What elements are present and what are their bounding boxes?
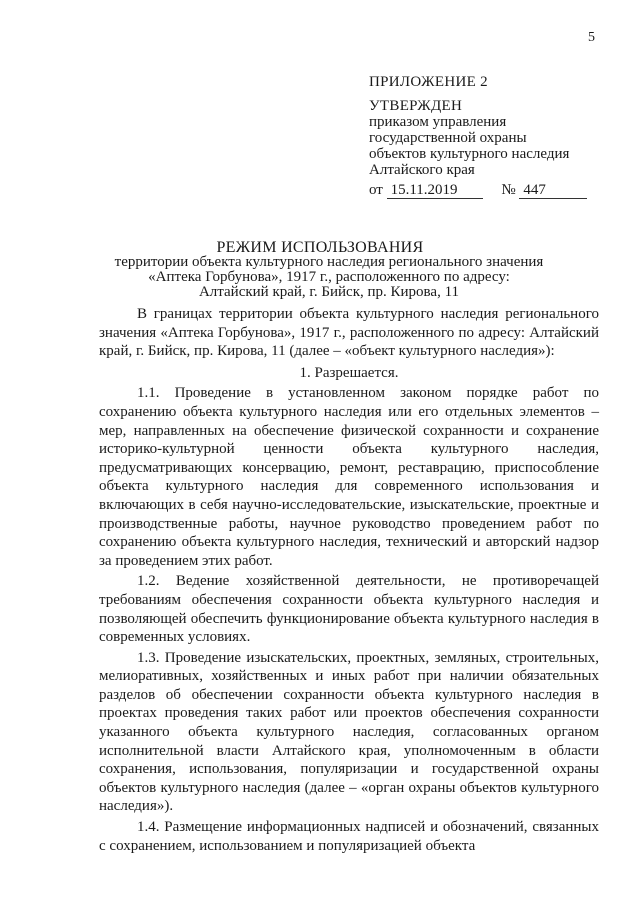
approved-label: УТВЕРЖДЕН (369, 98, 463, 114)
title-line: территории объекта культурного наследия регионального значения (114, 254, 544, 270)
approval-line: объектов культурного наследия (369, 146, 570, 162)
section-heading: 1. Разрешается. (299, 364, 399, 381)
approval-block (369, 74, 609, 199)
clause-1-3: 1.3. Проведение изыскательских, проектных, земляных, строительных, мелиоративных, хозяйственных и иных работ при наличии обязательных разделов об обеспечении сохранности объекта культурного наследия в проектах проведения таких работ или проектов обеспечения сохранности указанного объекта культурного наследия, согласованных органом исполнительной власти Алтайского края, уполномоченным в области сохранения, использования, популяризации и государственной охраны объектов культурного наследия (далее – «орган охраны объектов культурного наследия»). (99, 649, 599, 815)
approval-line: приказом управления (369, 114, 507, 130)
clause-1-4: 1.4. Размещение информационных надписей и обозначений, связанных с сохранением, использованием и популяризацией объекта (99, 819, 599, 854)
title-line: Алтайский край, г. Бийск, пр. Кирова, 11 (198, 284, 460, 300)
page-number: 5 (588, 30, 595, 45)
document-body (99, 305, 599, 855)
appendix-label: ПРИЛОЖЕНИЕ 2 (369, 74, 488, 90)
number-sign: № (501, 182, 516, 198)
document-title (0, 240, 640, 300)
approval-line: государственной охраны (369, 130, 527, 146)
approval-line: Алтайского края (369, 162, 475, 178)
date-prefix: от (369, 182, 383, 198)
order-date: 15.11.2019 (387, 182, 483, 199)
order-number: 447 (519, 182, 587, 199)
clause-1-2: 1.2. Ведение хозяйственной деятельности, не противоречащей требованиям обеспечения сохранности объекта культурного наследия и позволяющей обеспечить функционирование объекта культурного наследия в современных условиях. (99, 573, 599, 646)
title-heading: РЕЖИМ ИСПОЛЬЗОВАНИЯ (216, 239, 424, 256)
title-line: «Аптека Горбунова», 1917 г., расположенного по адресу: (148, 269, 510, 285)
order-date-row (369, 182, 609, 199)
intro-paragraph: В границах территории объекта культурного наследия регионального значения «Аптека Горбунова», 1917 г., расположенного по адресу: Алтайский край, г. Бийск, пр. Кирова, 11 (далее – «объект культурного наследия»): (99, 306, 599, 360)
clause-1-1: 1.1. Проведение в установленном законом порядке работ по сохранению объекта культурного наследия или его отдельных элементов – мер, направленных на обеспечение физической сохранности и сохранение историко-культурной ценности объекта культурного наследия, предусматривающих консервацию, ремонт, реставрацию, приспособление объекта культурного наследия для современного использования и включающих в себя научно-исследовательские, изыскательские, проектные и производственные работы, научное руководство проведением работ по сохранению объекта культурного наследия, технический и авторский надзор за проведением этих работ. (99, 385, 599, 569)
